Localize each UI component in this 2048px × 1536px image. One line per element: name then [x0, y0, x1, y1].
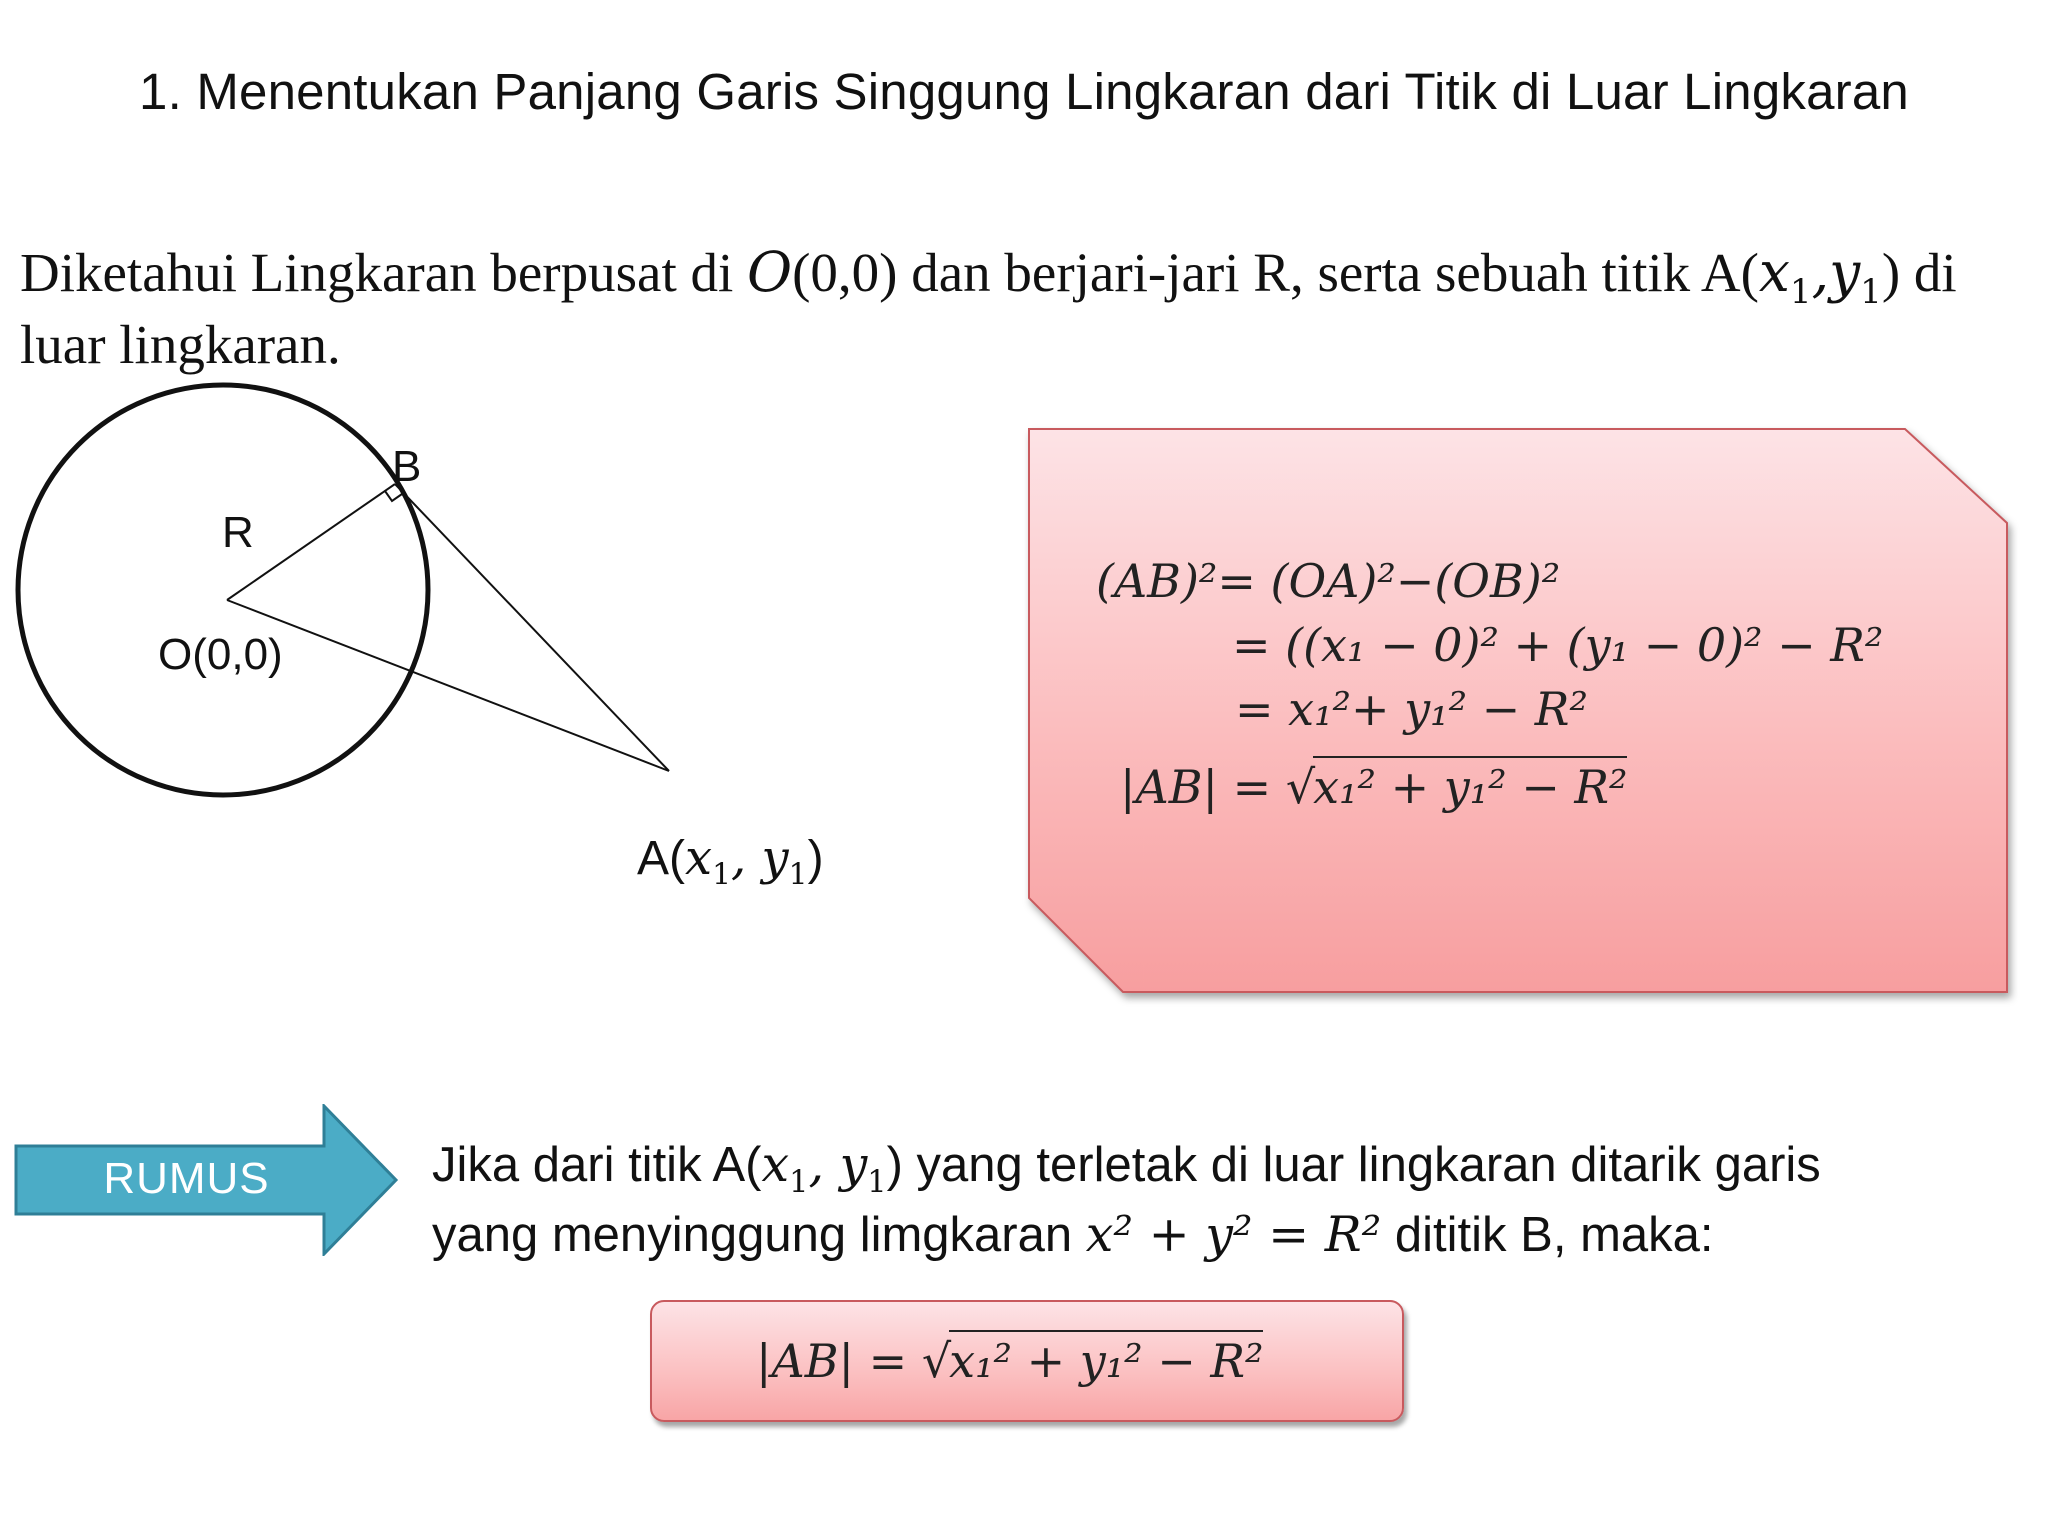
formula-line-2: = ((x₁ − 0)² + (y₁ − 0)² − R² — [1232, 618, 1884, 672]
rumus-line-1: Jika dari titik $A(x_1$, $y_1$) yang terletak di luar lingkaran ditarik garis — [432, 1136, 1821, 1200]
rumus-description — [432, 1130, 1821, 1270]
label-o: O(0,0) — [158, 630, 283, 679]
circle — [18, 385, 428, 795]
formula-line-3: = x₁²+ y₁² − R² — [1235, 682, 1588, 736]
derivation-box — [1028, 428, 2008, 993]
result-formula: |AB| = √x₁² + y₁² − R² — [756, 1330, 1263, 1388]
label-b: B — [392, 442, 422, 491]
intro-line-1: Diketahui Lingkaran berpusat di O(0,0) dan berjari-jari R, serta sebuah titik $A(x_1,y_1)$ di — [20, 240, 1957, 312]
right-angle-mark — [385, 491, 402, 501]
slide-title: 1. Menentukan Panjang Garis Singgung Lingkaran dari Titik di Luar Lingkaran — [139, 63, 1909, 120]
formula-line-1: (AB)²= (OA)²−(OB)² — [1096, 554, 1561, 608]
formula-line-4: |AB| = √x₁² + y₁² − R² — [1120, 756, 1627, 814]
label-point-a: $A(x_1$, $y_1$) — [637, 830, 824, 893]
circle-tangent-diagram — [0, 380, 1000, 940]
intro-paragraph — [20, 236, 2030, 381]
line-oa — [227, 600, 669, 771]
rumus-line-2: yang menyinggung limgkaran x² + y² = R² dititik B, maka: — [432, 1206, 1714, 1263]
rumus-arrow — [14, 1104, 399, 1256]
intro-line-2: luar lingkaran. — [20, 314, 341, 375]
sqrt-radicand: x₁² + y₁² − R² — [1313, 756, 1627, 814]
label-r: R — [222, 508, 254, 557]
rumus-label: RUMUS — [103, 1154, 270, 1203]
result-formula-box — [650, 1300, 1404, 1422]
tangent-ab — [395, 484, 669, 771]
result-sqrt-radicand: x₁² + y₁² − R² — [949, 1330, 1263, 1388]
